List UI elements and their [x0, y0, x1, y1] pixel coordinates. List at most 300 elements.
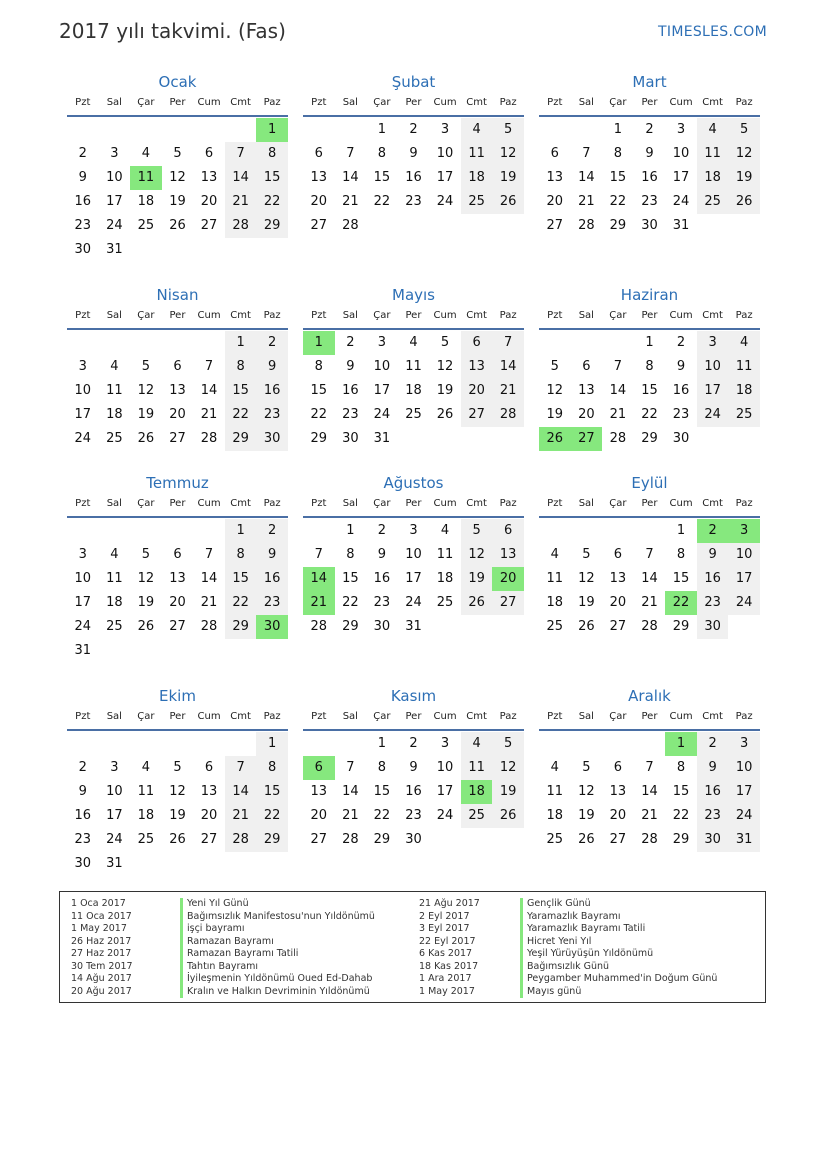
- day-cell[interactable]: 2: [78, 760, 87, 775]
- day-cell[interactable]: 7: [582, 146, 591, 161]
- day-cell[interactable]: 17: [697, 379, 729, 403]
- day-cell[interactable]: 19: [169, 808, 186, 823]
- day-cell[interactable]: 18: [106, 407, 123, 422]
- day-cell[interactable]: 5: [582, 547, 591, 562]
- day-cell[interactable]: 15: [256, 166, 288, 190]
- day-cell[interactable]: 11: [461, 142, 493, 166]
- day-cell[interactable]: 19: [492, 780, 524, 804]
- day-cell[interactable]: 30: [697, 615, 729, 639]
- holiday-day-cell[interactable]: 27: [571, 427, 603, 451]
- day-cell[interactable]: 29: [672, 832, 690, 847]
- holiday-day-cell[interactable]: 2: [697, 519, 729, 543]
- day-cell[interactable]: 11: [106, 383, 123, 398]
- day-cell[interactable]: 25: [546, 832, 564, 847]
- day-cell[interactable]: 23: [697, 804, 729, 828]
- day-cell[interactable]: 8: [676, 760, 686, 775]
- day-cell[interactable]: 27: [546, 218, 564, 233]
- day-cell[interactable]: 11: [137, 784, 155, 799]
- day-cell[interactable]: 4: [141, 146, 151, 161]
- day-cell[interactable]: 1: [613, 122, 623, 137]
- day-cell[interactable]: 18: [728, 379, 760, 403]
- day-cell[interactable]: 18: [405, 383, 422, 398]
- day-cell[interactable]: 13: [200, 170, 218, 185]
- day-cell[interactable]: 23: [74, 832, 92, 847]
- day-cell[interactable]: 7: [225, 142, 257, 166]
- day-cell[interactable]: 6: [173, 359, 182, 374]
- day-cell[interactable]: 25: [461, 804, 493, 828]
- day-cell[interactable]: 8: [676, 547, 686, 562]
- day-cell[interactable]: 31: [373, 431, 391, 446]
- day-cell[interactable]: 23: [405, 808, 422, 823]
- day-cell[interactable]: 20: [609, 595, 627, 610]
- day-cell[interactable]: 24: [74, 619, 92, 634]
- day-cell[interactable]: 20: [169, 595, 186, 610]
- day-cell[interactable]: 9: [346, 359, 355, 374]
- day-cell[interactable]: 29: [641, 431, 658, 446]
- day-cell[interactable]: 11: [405, 359, 422, 374]
- day-cell[interactable]: 10: [373, 359, 391, 374]
- day-cell[interactable]: 24: [672, 194, 690, 209]
- day-cell[interactable]: 18: [436, 571, 454, 586]
- day-cell[interactable]: 11: [436, 547, 454, 562]
- day-cell[interactable]: 19: [137, 407, 155, 422]
- day-cell[interactable]: 26: [169, 832, 186, 847]
- day-cell[interactable]: 3: [78, 359, 87, 374]
- day-cell[interactable]: 17: [74, 407, 92, 422]
- day-cell[interactable]: 26: [137, 619, 155, 634]
- day-cell[interactable]: 25: [137, 832, 155, 847]
- day-cell[interactable]: 11: [546, 784, 564, 799]
- day-cell[interactable]: 30: [697, 828, 729, 852]
- day-cell[interactable]: 19: [578, 808, 595, 823]
- day-cell[interactable]: 15: [373, 784, 391, 799]
- day-cell[interactable]: 25: [461, 190, 493, 214]
- day-cell[interactable]: 26: [492, 804, 524, 828]
- day-cell[interactable]: 22: [342, 595, 359, 610]
- day-cell[interactable]: 27: [310, 218, 328, 233]
- day-cell[interactable]: 3: [676, 122, 686, 137]
- day-cell[interactable]: 12: [492, 756, 524, 780]
- day-cell[interactable]: 10: [106, 170, 123, 185]
- day-cell[interactable]: 7: [492, 331, 524, 355]
- day-cell[interactable]: 21: [225, 804, 257, 828]
- day-cell[interactable]: 3: [409, 523, 418, 538]
- day-cell[interactable]: 5: [173, 146, 182, 161]
- day-cell[interactable]: 18: [106, 595, 123, 610]
- day-cell[interactable]: 19: [169, 194, 186, 209]
- day-cell[interactable]: 12: [137, 571, 155, 586]
- day-cell[interactable]: 17: [436, 784, 454, 799]
- day-cell[interactable]: 20: [578, 407, 595, 422]
- holiday-day-cell[interactable]: 14: [303, 567, 335, 591]
- day-cell[interactable]: 23: [373, 595, 391, 610]
- day-cell[interactable]: 19: [546, 407, 564, 422]
- day-cell[interactable]: 5: [550, 359, 559, 374]
- day-cell[interactable]: 27: [200, 218, 218, 233]
- day-cell[interactable]: 18: [546, 595, 564, 610]
- day-cell[interactable]: 5: [173, 760, 182, 775]
- day-cell[interactable]: 14: [200, 571, 218, 586]
- day-cell[interactable]: 28: [342, 218, 359, 233]
- day-cell[interactable]: 12: [492, 142, 524, 166]
- day-cell[interactable]: 8: [314, 359, 323, 374]
- day-cell[interactable]: 25: [728, 403, 760, 427]
- day-cell[interactable]: 25: [546, 619, 564, 634]
- day-cell[interactable]: 4: [110, 359, 119, 374]
- day-cell[interactable]: 16: [256, 567, 288, 591]
- day-cell[interactable]: 8: [225, 355, 257, 379]
- day-cell[interactable]: 15: [256, 780, 288, 804]
- day-cell[interactable]: 17: [436, 170, 454, 185]
- day-cell[interactable]: 26: [461, 591, 493, 615]
- day-cell[interactable]: 23: [697, 591, 729, 615]
- day-cell[interactable]: 25: [405, 407, 422, 422]
- day-cell[interactable]: 13: [200, 784, 218, 799]
- day-cell[interactable]: 22: [641, 407, 658, 422]
- day-cell[interactable]: 3: [110, 760, 119, 775]
- day-cell[interactable]: 24: [728, 591, 760, 615]
- day-cell[interactable]: 2: [409, 122, 418, 137]
- day-cell[interactable]: 14: [641, 571, 658, 586]
- day-cell[interactable]: 30: [342, 431, 359, 446]
- holiday-day-cell[interactable]: 26: [539, 427, 571, 451]
- day-cell[interactable]: 19: [137, 595, 155, 610]
- day-cell[interactable]: 23: [342, 407, 359, 422]
- day-cell[interactable]: 16: [405, 170, 422, 185]
- holiday-day-cell[interactable]: 1: [256, 118, 288, 142]
- day-cell[interactable]: 28: [641, 619, 658, 634]
- day-cell[interactable]: 12: [169, 784, 186, 799]
- day-cell[interactable]: 11: [697, 142, 729, 166]
- day-cell[interactable]: 16: [74, 194, 92, 209]
- day-cell[interactable]: 21: [641, 595, 658, 610]
- day-cell[interactable]: 27: [461, 403, 493, 427]
- day-cell[interactable]: 31: [405, 619, 422, 634]
- day-cell[interactable]: 28: [225, 214, 257, 238]
- day-cell[interactable]: 16: [672, 383, 690, 398]
- day-cell[interactable]: 5: [440, 335, 450, 350]
- day-cell[interactable]: 8: [256, 756, 288, 780]
- day-cell[interactable]: 9: [256, 355, 288, 379]
- day-cell[interactable]: 13: [578, 383, 595, 398]
- day-cell[interactable]: 6: [613, 547, 623, 562]
- day-cell[interactable]: 20: [169, 407, 186, 422]
- holiday-day-cell[interactable]: 6: [303, 756, 335, 780]
- day-cell[interactable]: 24: [436, 808, 454, 823]
- day-cell[interactable]: 30: [74, 856, 92, 871]
- day-cell[interactable]: 7: [613, 359, 623, 374]
- day-cell[interactable]: 22: [256, 190, 288, 214]
- day-cell[interactable]: 20: [461, 379, 493, 403]
- day-cell[interactable]: 18: [697, 166, 729, 190]
- day-cell[interactable]: 27: [169, 619, 186, 634]
- day-cell[interactable]: 13: [546, 170, 564, 185]
- day-cell[interactable]: 6: [613, 760, 623, 775]
- day-cell[interactable]: 12: [461, 543, 493, 567]
- day-cell[interactable]: 3: [78, 547, 87, 562]
- day-cell[interactable]: 25: [106, 619, 123, 634]
- day-cell[interactable]: 22: [225, 403, 257, 427]
- day-cell[interactable]: 28: [578, 218, 595, 233]
- day-cell[interactable]: 24: [106, 832, 123, 847]
- day-cell[interactable]: 21: [225, 190, 257, 214]
- day-cell[interactable]: 12: [546, 383, 564, 398]
- day-cell[interactable]: 28: [492, 403, 524, 427]
- day-cell[interactable]: 29: [256, 828, 288, 852]
- day-cell[interactable]: 1: [225, 331, 257, 355]
- day-cell[interactable]: 2: [346, 335, 355, 350]
- day-cell[interactable]: 19: [461, 567, 493, 591]
- day-cell[interactable]: 14: [225, 166, 257, 190]
- day-cell[interactable]: 8: [256, 142, 288, 166]
- day-cell[interactable]: 19: [492, 166, 524, 190]
- day-cell[interactable]: 10: [728, 543, 760, 567]
- day-cell[interactable]: 14: [641, 784, 658, 799]
- day-cell[interactable]: 5: [582, 760, 591, 775]
- day-cell[interactable]: 10: [405, 547, 422, 562]
- holiday-day-cell[interactable]: 22: [665, 591, 697, 615]
- day-cell[interactable]: 25: [697, 190, 729, 214]
- day-cell[interactable]: 11: [461, 756, 493, 780]
- day-cell[interactable]: 5: [492, 732, 524, 756]
- day-cell[interactable]: 25: [106, 431, 123, 446]
- day-cell[interactable]: 27: [310, 832, 328, 847]
- day-cell[interactable]: 23: [256, 403, 288, 427]
- day-cell[interactable]: 10: [697, 355, 729, 379]
- day-cell[interactable]: 4: [440, 523, 450, 538]
- day-cell[interactable]: 1: [676, 523, 686, 538]
- day-cell[interactable]: 18: [461, 166, 493, 190]
- day-cell[interactable]: 21: [342, 194, 359, 209]
- day-cell[interactable]: 29: [225, 427, 257, 451]
- brand-link[interactable]: TIMESLES.COM: [658, 24, 767, 40]
- day-cell[interactable]: 6: [204, 760, 214, 775]
- day-cell[interactable]: 8: [377, 146, 387, 161]
- day-cell[interactable]: 16: [74, 808, 92, 823]
- day-cell[interactable]: 14: [200, 383, 218, 398]
- day-cell[interactable]: 24: [405, 595, 422, 610]
- day-cell[interactable]: 13: [169, 571, 186, 586]
- day-cell[interactable]: 6: [204, 146, 214, 161]
- day-cell[interactable]: 31: [728, 828, 760, 852]
- day-cell[interactable]: 4: [461, 732, 493, 756]
- day-cell[interactable]: 24: [436, 194, 454, 209]
- day-cell[interactable]: 18: [137, 194, 155, 209]
- day-cell[interactable]: 6: [173, 547, 182, 562]
- day-cell[interactable]: 29: [672, 619, 690, 634]
- day-cell[interactable]: 13: [609, 571, 627, 586]
- day-cell[interactable]: 10: [436, 760, 454, 775]
- day-cell[interactable]: 23: [405, 194, 422, 209]
- day-cell[interactable]: 5: [141, 359, 151, 374]
- day-cell[interactable]: 14: [225, 780, 257, 804]
- day-cell[interactable]: 12: [137, 383, 155, 398]
- day-cell[interactable]: 8: [645, 359, 654, 374]
- day-cell[interactable]: 2: [256, 519, 288, 543]
- day-cell[interactable]: 10: [74, 571, 92, 586]
- day-cell[interactable]: 28: [310, 619, 328, 634]
- day-cell[interactable]: 10: [672, 146, 690, 161]
- day-cell[interactable]: 9: [697, 543, 729, 567]
- day-cell[interactable]: 5: [461, 519, 493, 543]
- day-cell[interactable]: 4: [550, 760, 559, 775]
- day-cell[interactable]: 15: [609, 170, 627, 185]
- day-cell[interactable]: 11: [546, 571, 564, 586]
- day-cell[interactable]: 27: [609, 832, 627, 847]
- day-cell[interactable]: 13: [310, 170, 328, 185]
- day-cell[interactable]: 2: [676, 335, 686, 350]
- day-cell[interactable]: 27: [609, 619, 627, 634]
- day-cell[interactable]: 17: [373, 383, 391, 398]
- day-cell[interactable]: 3: [697, 331, 729, 355]
- day-cell[interactable]: 17: [728, 780, 760, 804]
- day-cell[interactable]: 31: [106, 856, 123, 871]
- day-cell[interactable]: 13: [461, 355, 493, 379]
- day-cell[interactable]: 30: [256, 427, 288, 451]
- day-cell[interactable]: 20: [310, 808, 328, 823]
- day-cell[interactable]: 20: [609, 808, 627, 823]
- day-cell[interactable]: 4: [110, 547, 119, 562]
- day-cell[interactable]: 13: [310, 784, 328, 799]
- day-cell[interactable]: 21: [200, 407, 218, 422]
- day-cell[interactable]: 6: [550, 146, 559, 161]
- day-cell[interactable]: 15: [672, 784, 690, 799]
- day-cell[interactable]: 9: [645, 146, 654, 161]
- day-cell[interactable]: 17: [106, 808, 123, 823]
- day-cell[interactable]: 29: [373, 832, 391, 847]
- day-cell[interactable]: 4: [697, 118, 729, 142]
- day-cell[interactable]: 2: [645, 122, 654, 137]
- day-cell[interactable]: 12: [728, 142, 760, 166]
- day-cell[interactable]: 21: [342, 808, 359, 823]
- holiday-day-cell[interactable]: 3: [728, 519, 760, 543]
- day-cell[interactable]: 22: [672, 808, 690, 823]
- day-cell[interactable]: 7: [204, 547, 214, 562]
- day-cell[interactable]: 17: [405, 571, 422, 586]
- day-cell[interactable]: 14: [609, 383, 627, 398]
- day-cell[interactable]: 15: [672, 571, 690, 586]
- day-cell[interactable]: 7: [346, 146, 355, 161]
- day-cell[interactable]: 4: [728, 331, 760, 355]
- day-cell[interactable]: 12: [578, 571, 595, 586]
- day-cell[interactable]: 22: [373, 194, 391, 209]
- day-cell[interactable]: 23: [672, 407, 690, 422]
- holiday-day-cell[interactable]: 1: [303, 331, 335, 355]
- day-cell[interactable]: 16: [405, 784, 422, 799]
- day-cell[interactable]: 9: [377, 547, 387, 562]
- day-cell[interactable]: 29: [256, 214, 288, 238]
- day-cell[interactable]: 11: [106, 571, 123, 586]
- day-cell[interactable]: 14: [578, 170, 595, 185]
- day-cell[interactable]: 10: [74, 383, 92, 398]
- day-cell[interactable]: 22: [225, 591, 257, 615]
- day-cell[interactable]: 26: [492, 190, 524, 214]
- day-cell[interactable]: 22: [373, 808, 391, 823]
- day-cell[interactable]: 7: [314, 547, 323, 562]
- day-cell[interactable]: 25: [137, 218, 155, 233]
- day-cell[interactable]: 9: [78, 784, 87, 799]
- day-cell[interactable]: 30: [405, 832, 422, 847]
- day-cell[interactable]: 24: [697, 403, 729, 427]
- day-cell[interactable]: 4: [550, 547, 559, 562]
- day-cell[interactable]: 9: [676, 359, 686, 374]
- day-cell[interactable]: 6: [314, 146, 323, 161]
- day-cell[interactable]: 29: [342, 619, 359, 634]
- day-cell[interactable]: 21: [200, 595, 218, 610]
- day-cell[interactable]: 23: [256, 591, 288, 615]
- day-cell[interactable]: 9: [697, 756, 729, 780]
- day-cell[interactable]: 6: [582, 359, 591, 374]
- day-cell[interactable]: 29: [225, 615, 257, 639]
- day-cell[interactable]: 12: [436, 359, 454, 374]
- day-cell[interactable]: 7: [204, 359, 214, 374]
- day-cell[interactable]: 4: [461, 118, 493, 142]
- day-cell[interactable]: 15: [641, 383, 658, 398]
- day-cell[interactable]: 8: [613, 146, 623, 161]
- day-cell[interactable]: 8: [377, 760, 387, 775]
- holiday-day-cell[interactable]: 18: [461, 780, 493, 804]
- day-cell[interactable]: 4: [141, 760, 151, 775]
- holiday-day-cell[interactable]: 20: [492, 567, 524, 591]
- day-cell[interactable]: 15: [310, 383, 328, 398]
- holiday-day-cell[interactable]: 1: [665, 732, 697, 756]
- day-cell[interactable]: 30: [672, 431, 690, 446]
- day-cell[interactable]: 1: [377, 122, 387, 137]
- day-cell[interactable]: 16: [373, 571, 391, 586]
- day-cell[interactable]: 26: [137, 431, 155, 446]
- day-cell[interactable]: 13: [169, 383, 186, 398]
- day-cell[interactable]: 7: [225, 756, 257, 780]
- day-cell[interactable]: 1: [256, 732, 288, 756]
- day-cell[interactable]: 1: [377, 736, 387, 751]
- day-cell[interactable]: 18: [546, 808, 564, 823]
- day-cell[interactable]: 28: [342, 832, 359, 847]
- day-cell[interactable]: 20: [200, 808, 218, 823]
- holiday-day-cell[interactable]: 30: [256, 615, 288, 639]
- day-cell[interactable]: 15: [225, 567, 257, 591]
- day-cell[interactable]: 17: [74, 595, 92, 610]
- day-cell[interactable]: 8: [346, 547, 355, 562]
- day-cell[interactable]: 14: [342, 170, 359, 185]
- day-cell[interactable]: 14: [492, 355, 524, 379]
- day-cell[interactable]: 16: [697, 780, 729, 804]
- day-cell[interactable]: 13: [609, 784, 627, 799]
- day-cell[interactable]: 26: [578, 619, 595, 634]
- day-cell[interactable]: 9: [409, 760, 418, 775]
- day-cell[interactable]: 7: [346, 760, 355, 775]
- day-cell[interactable]: 2: [78, 146, 87, 161]
- day-cell[interactable]: 2: [377, 523, 387, 538]
- day-cell[interactable]: 2: [409, 736, 418, 751]
- day-cell[interactable]: 10: [728, 756, 760, 780]
- day-cell[interactable]: 24: [373, 407, 391, 422]
- day-cell[interactable]: 31: [672, 218, 690, 233]
- day-cell[interactable]: 20: [546, 194, 564, 209]
- day-cell[interactable]: 27: [200, 832, 218, 847]
- day-cell[interactable]: 2: [697, 732, 729, 756]
- day-cell[interactable]: 20: [200, 194, 218, 209]
- day-cell[interactable]: 27: [169, 431, 186, 446]
- day-cell[interactable]: 30: [641, 218, 658, 233]
- day-cell[interactable]: 17: [672, 170, 690, 185]
- day-cell[interactable]: 3: [440, 122, 450, 137]
- day-cell[interactable]: 28: [225, 828, 257, 852]
- day-cell[interactable]: 3: [440, 736, 450, 751]
- day-cell[interactable]: 22: [256, 804, 288, 828]
- day-cell[interactable]: 21: [641, 808, 658, 823]
- day-cell[interactable]: 12: [169, 170, 186, 185]
- day-cell[interactable]: 17: [728, 567, 760, 591]
